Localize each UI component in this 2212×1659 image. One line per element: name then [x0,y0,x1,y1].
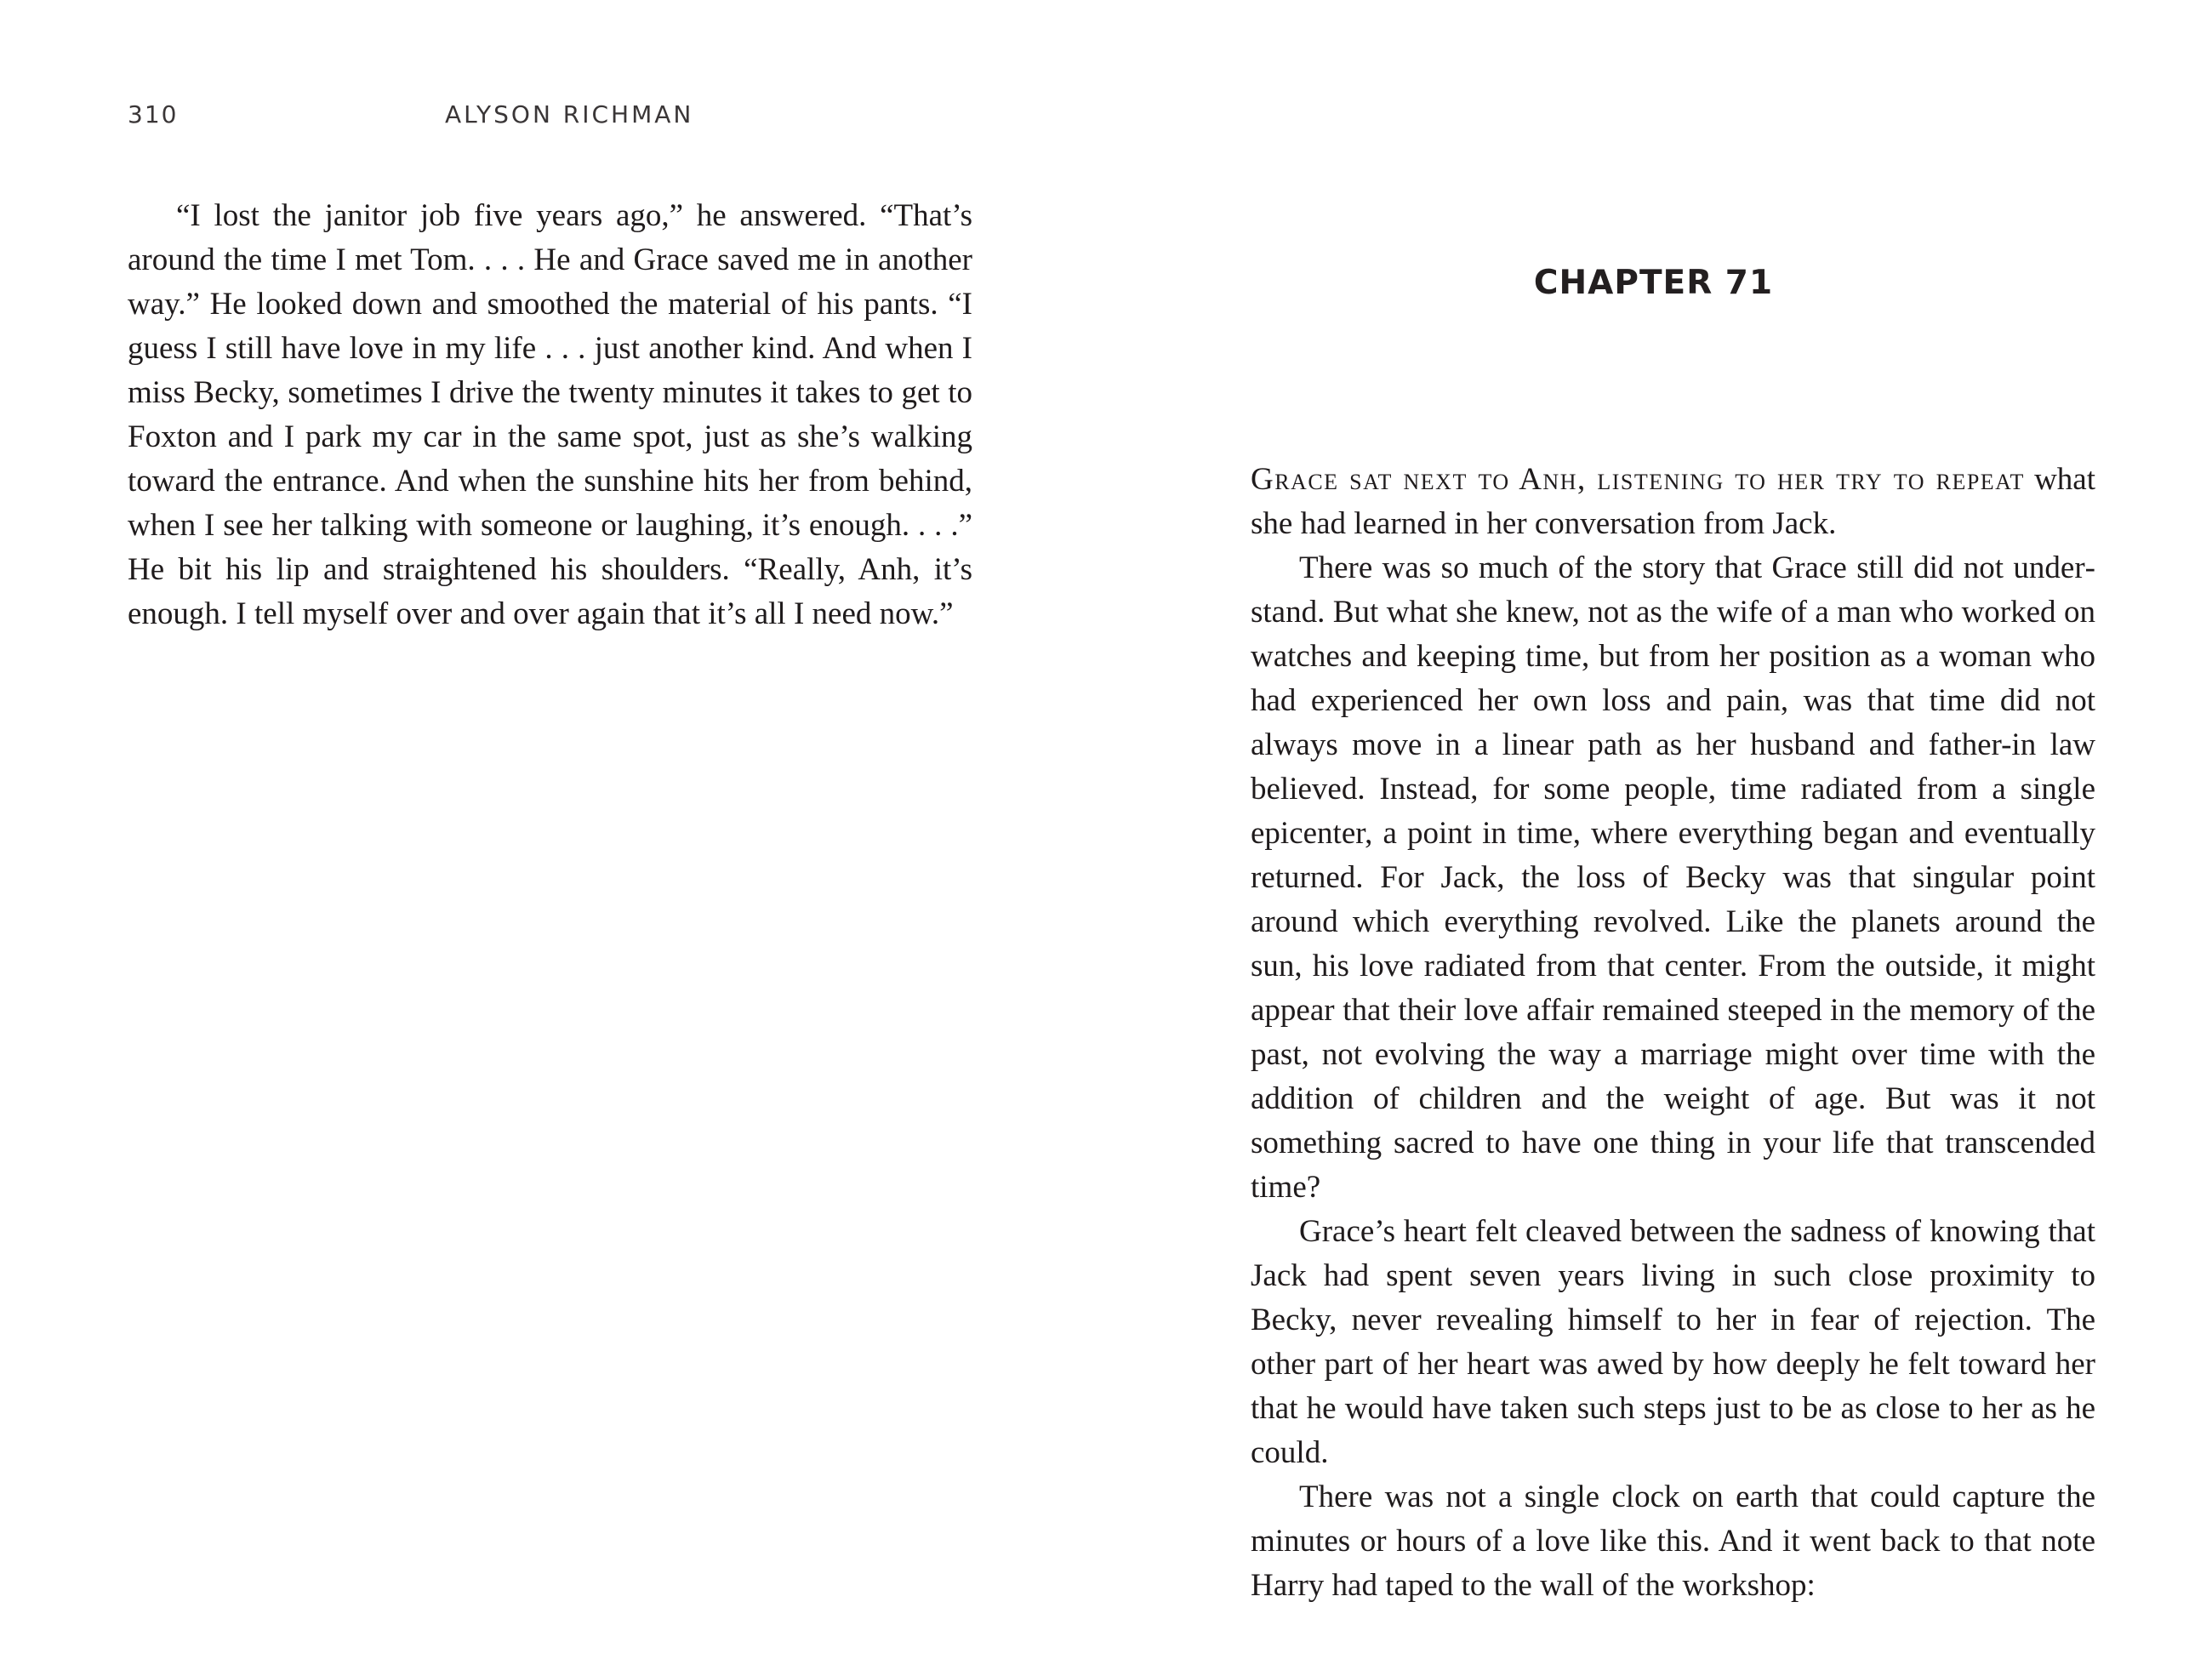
page-number: 310 [128,100,179,128]
paragraph: Grace’s heart felt cleaved between the sadness of knowing that Jack had spent seven years living in such close proximity to Becky, never revealing himself to her in fear of rejection. The other part of her heart was awed by how deeply he felt toward her that he would have taken such steps just to be as close to her as he could. [1251,1214,2095,1470]
left-body-text [128,194,972,636]
right-body-text [1251,458,2095,1608]
paragraph: There was so much of the story that Grace still did not understand. But what she knew, not as the wife of a man who worked on watches and keeping time, but from her position as a woman who had experienced her own loss and pain, was that time did not always move in a linear path as her husband and father-in law believed. Instead, for some people, time radiated from a single epicenter, a point in time, where everything began and eventually returned. For Jack, the loss of Becky was that singular point around which everything revolved. Like the planets around the sun, his love radiated from that center. From the outside, it might appear that their love affair remained steeped in the memory of the past, not evolving the way a marriage might over time with the addition of children and the weight of age. But was it not something sacred to have one thing in your life that transcended time? [1251,550,2095,1205]
right-page [1106,0,2212,1659]
author-name: ALYSON RICHMAN [445,100,694,128]
chapter-title: CHAPTER 71 [1533,264,1774,302]
paragraph: “I lost the janitor job five years ago,” he answered. “That’s around the time I met Tom. . . . He and Grace saved me in another way.” He looked down and smoothed the material of his pants. “I guess I still have love in my life . . . just another kind. And when I miss Becky, sometimes I drive the twenty minutes it takes to get to Foxton and I park my car in the same spot, just as she’s walking toward the entrance. And when the sunshine hits her from behind, when I see her talking with someone or laughing, it’s enough. . . .” He bit his lip and straightened his shoulders. “Really, Anh, it’s enough. I tell myself over and over again that it’s all I need now.” [128,198,972,631]
opening-paragraph [1251,458,2095,546]
small-caps-lead-in: Grace sat next to Anh, listening to her try to repeat [1251,462,2025,497]
paragraph: There was not a single clock on earth that could capture the minutes or hours of a love like this. And it went back to that note Harry had taped to the wall of the workshop: [1251,1479,2095,1603]
opening-paragraph-rest: what she had learned in her conversation from Jack. [1251,462,2095,541]
